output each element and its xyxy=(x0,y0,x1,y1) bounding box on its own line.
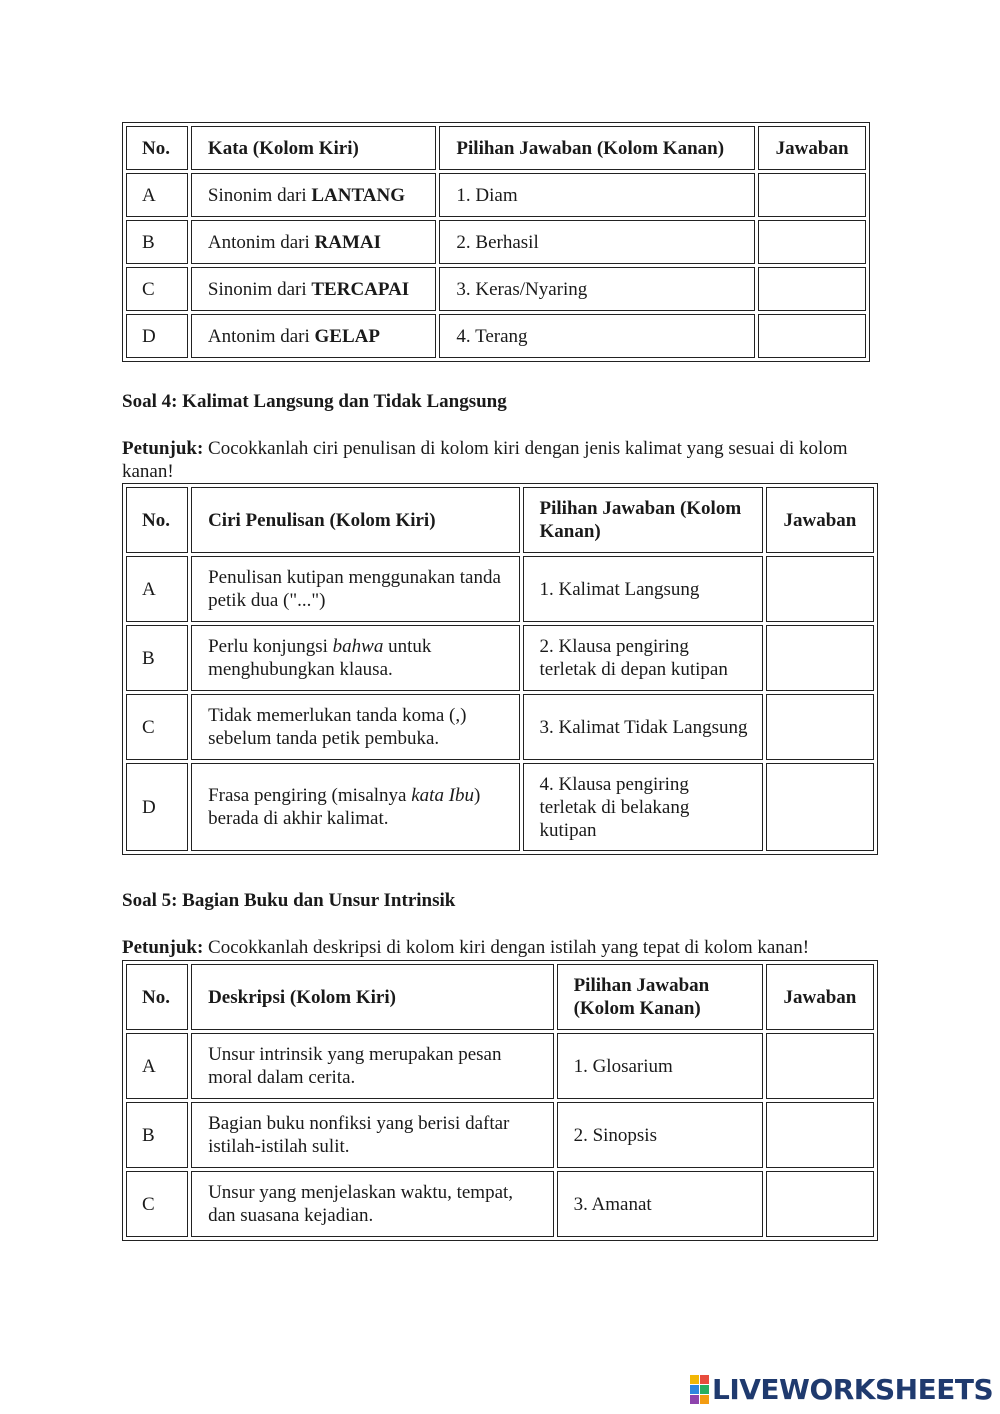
column-header-answer: Jawaban xyxy=(758,126,866,170)
logo-block xyxy=(690,1385,699,1394)
table-row xyxy=(126,763,874,851)
table-row xyxy=(126,694,874,760)
feature-cell xyxy=(191,556,519,622)
row-number: D xyxy=(126,763,188,851)
answer-cell[interactable] xyxy=(766,1102,874,1168)
answer-cell[interactable] xyxy=(766,556,874,622)
row-number: A xyxy=(126,173,188,217)
column-header-answer: Jawaban xyxy=(766,487,874,553)
word-prefix: Antonim dari xyxy=(207,325,315,347)
table-row xyxy=(126,1033,874,1099)
kalimat-matching-table xyxy=(122,483,878,855)
column-header-answer: Jawaban xyxy=(766,964,874,1030)
row-number: B xyxy=(126,1102,188,1168)
column-header-options: Pilihan Jawaban (Kolom Kanan) xyxy=(439,126,755,170)
feature-cell xyxy=(191,763,519,851)
row-number: C xyxy=(126,267,188,311)
option-cell: 1. Kalimat Langsung xyxy=(523,556,763,622)
column-header-no: No. xyxy=(126,487,188,553)
answer-cell[interactable] xyxy=(758,267,866,311)
soal4-instruction xyxy=(122,437,862,483)
option-cell: 3. Keras/Nyaring xyxy=(439,267,755,311)
answer-cell[interactable] xyxy=(766,1033,874,1099)
feature-cell xyxy=(191,694,519,760)
column-header-left: Deskripsi (Kolom Kiri) xyxy=(191,964,553,1030)
synonym-antonym-table xyxy=(122,122,870,362)
feature-text: Penulisan kutipan menggunakan tanda petik dua ("...") xyxy=(208,567,501,611)
logo-block xyxy=(690,1395,699,1404)
table-row xyxy=(126,1102,874,1168)
table-header-row xyxy=(126,126,866,170)
target-word: TERCAPAI xyxy=(311,278,410,300)
row-number: D xyxy=(126,314,188,358)
instruction-label: Petunjuk: xyxy=(122,438,204,459)
feature-text: Tidak memerlukan tanda koma (,) sebelum tanda petik pembuka. xyxy=(208,705,467,749)
target-word: RAMAI xyxy=(314,231,382,253)
soal5-title: Soal 5: Bagian Buku dan Unsur Intrinsik xyxy=(122,890,456,911)
instruction-label: Petunjuk: xyxy=(122,937,204,958)
answer-cell[interactable] xyxy=(766,694,874,760)
option-cell: 1. Diam xyxy=(439,173,755,217)
soal5-instruction xyxy=(122,936,882,959)
word-prefix: Sinonim dari xyxy=(207,278,312,300)
table-row xyxy=(126,314,866,358)
column-header-no: No. xyxy=(126,126,188,170)
table-row xyxy=(126,625,874,691)
table-row xyxy=(126,220,866,264)
word-prefix: Sinonim dari xyxy=(207,184,312,206)
word-cell xyxy=(191,314,436,358)
word-cell xyxy=(191,267,436,311)
instruction-text: Cocokkanlah ciri penulisan di kolom kiri dengan jenis kalimat yang sesuai di kolom kanan! xyxy=(122,438,848,482)
table-header-row xyxy=(126,487,874,553)
row-number: A xyxy=(126,556,188,622)
answer-cell[interactable] xyxy=(766,763,874,851)
logo-block xyxy=(700,1375,709,1384)
word-cell xyxy=(191,173,436,217)
answer-cell[interactable] xyxy=(766,1171,874,1237)
feature-text: Perlu konjungsi xyxy=(208,636,333,657)
liveworksheets-logo[interactable] xyxy=(690,1373,993,1406)
description-cell: Unsur yang menjelaskan waktu, tempat, dan suasana kejadian. xyxy=(191,1171,553,1237)
feature-text: Frasa pengiring (misalnya xyxy=(208,785,412,806)
table-row xyxy=(126,173,866,217)
row-number: C xyxy=(126,694,188,760)
feature-italic: bahwa xyxy=(332,636,384,657)
option-cell: 3. Kalimat Tidak Langsung xyxy=(523,694,763,760)
word-cell xyxy=(191,220,436,264)
option-cell: 1. Glosarium xyxy=(557,1033,763,1099)
column-header-left: Kata (Kolom Kiri) xyxy=(191,126,436,170)
liveworksheets-logo-icon xyxy=(690,1375,709,1404)
buku-matching-table xyxy=(122,960,878,1241)
column-header-options: Pilihan Jawaban (Kolom Kanan) xyxy=(523,487,763,553)
logo-text: LIVEWORKSHEETS xyxy=(712,1373,994,1406)
option-cell: 3. Amanat xyxy=(557,1171,763,1237)
option-cell: 2. Klausa pengiring terletak di depan kutipan xyxy=(523,625,763,691)
option-cell: 2. Berhasil xyxy=(439,220,755,264)
table-row xyxy=(126,267,866,311)
soal4-title: Soal 4: Kalimat Langsung dan Tidak Langsung xyxy=(122,391,507,412)
logo-block xyxy=(690,1375,699,1384)
option-cell: 2. Sinopsis xyxy=(557,1102,763,1168)
instruction-text: Cocokkanlah deskripsi di kolom kiri dengan istilah yang tepat di kolom kanan! xyxy=(203,937,810,958)
logo-block xyxy=(700,1385,709,1394)
feature-italic: kata Ibu xyxy=(411,785,475,806)
answer-cell[interactable] xyxy=(758,173,866,217)
target-word: GELAP xyxy=(314,325,380,347)
answer-cell[interactable] xyxy=(758,314,866,358)
answer-cell[interactable] xyxy=(758,220,866,264)
feature-text-end: untuk menghubungkan klausa. xyxy=(208,636,432,680)
feature-text-end: ) berada di akhir kalimat. xyxy=(208,785,481,829)
option-cell: 4. Terang xyxy=(439,314,755,358)
column-header-options: Pilihan Jawaban (Kolom Kanan) xyxy=(557,964,763,1030)
table-row xyxy=(126,1171,874,1237)
logo-block xyxy=(700,1395,709,1404)
column-header-left: Ciri Penulisan (Kolom Kiri) xyxy=(191,487,519,553)
option-cell: 4. Klausa pengiring terletak di belakang kutipan xyxy=(523,763,763,851)
description-cell: Bagian buku nonfiksi yang berisi daftar istilah-istilah sulit. xyxy=(191,1102,553,1168)
table-row xyxy=(126,556,874,622)
row-number: B xyxy=(126,625,188,691)
row-number: A xyxy=(126,1033,188,1099)
word-prefix: Antonim dari xyxy=(207,231,315,253)
feature-cell xyxy=(191,625,519,691)
answer-cell[interactable] xyxy=(766,625,874,691)
column-header-no: No. xyxy=(126,964,188,1030)
description-cell: Unsur intrinsik yang merupakan pesan moral dalam cerita. xyxy=(191,1033,553,1099)
row-number: B xyxy=(126,220,188,264)
row-number: C xyxy=(126,1171,188,1237)
table-header-row xyxy=(126,964,874,1030)
target-word: LANTANG xyxy=(311,184,405,206)
